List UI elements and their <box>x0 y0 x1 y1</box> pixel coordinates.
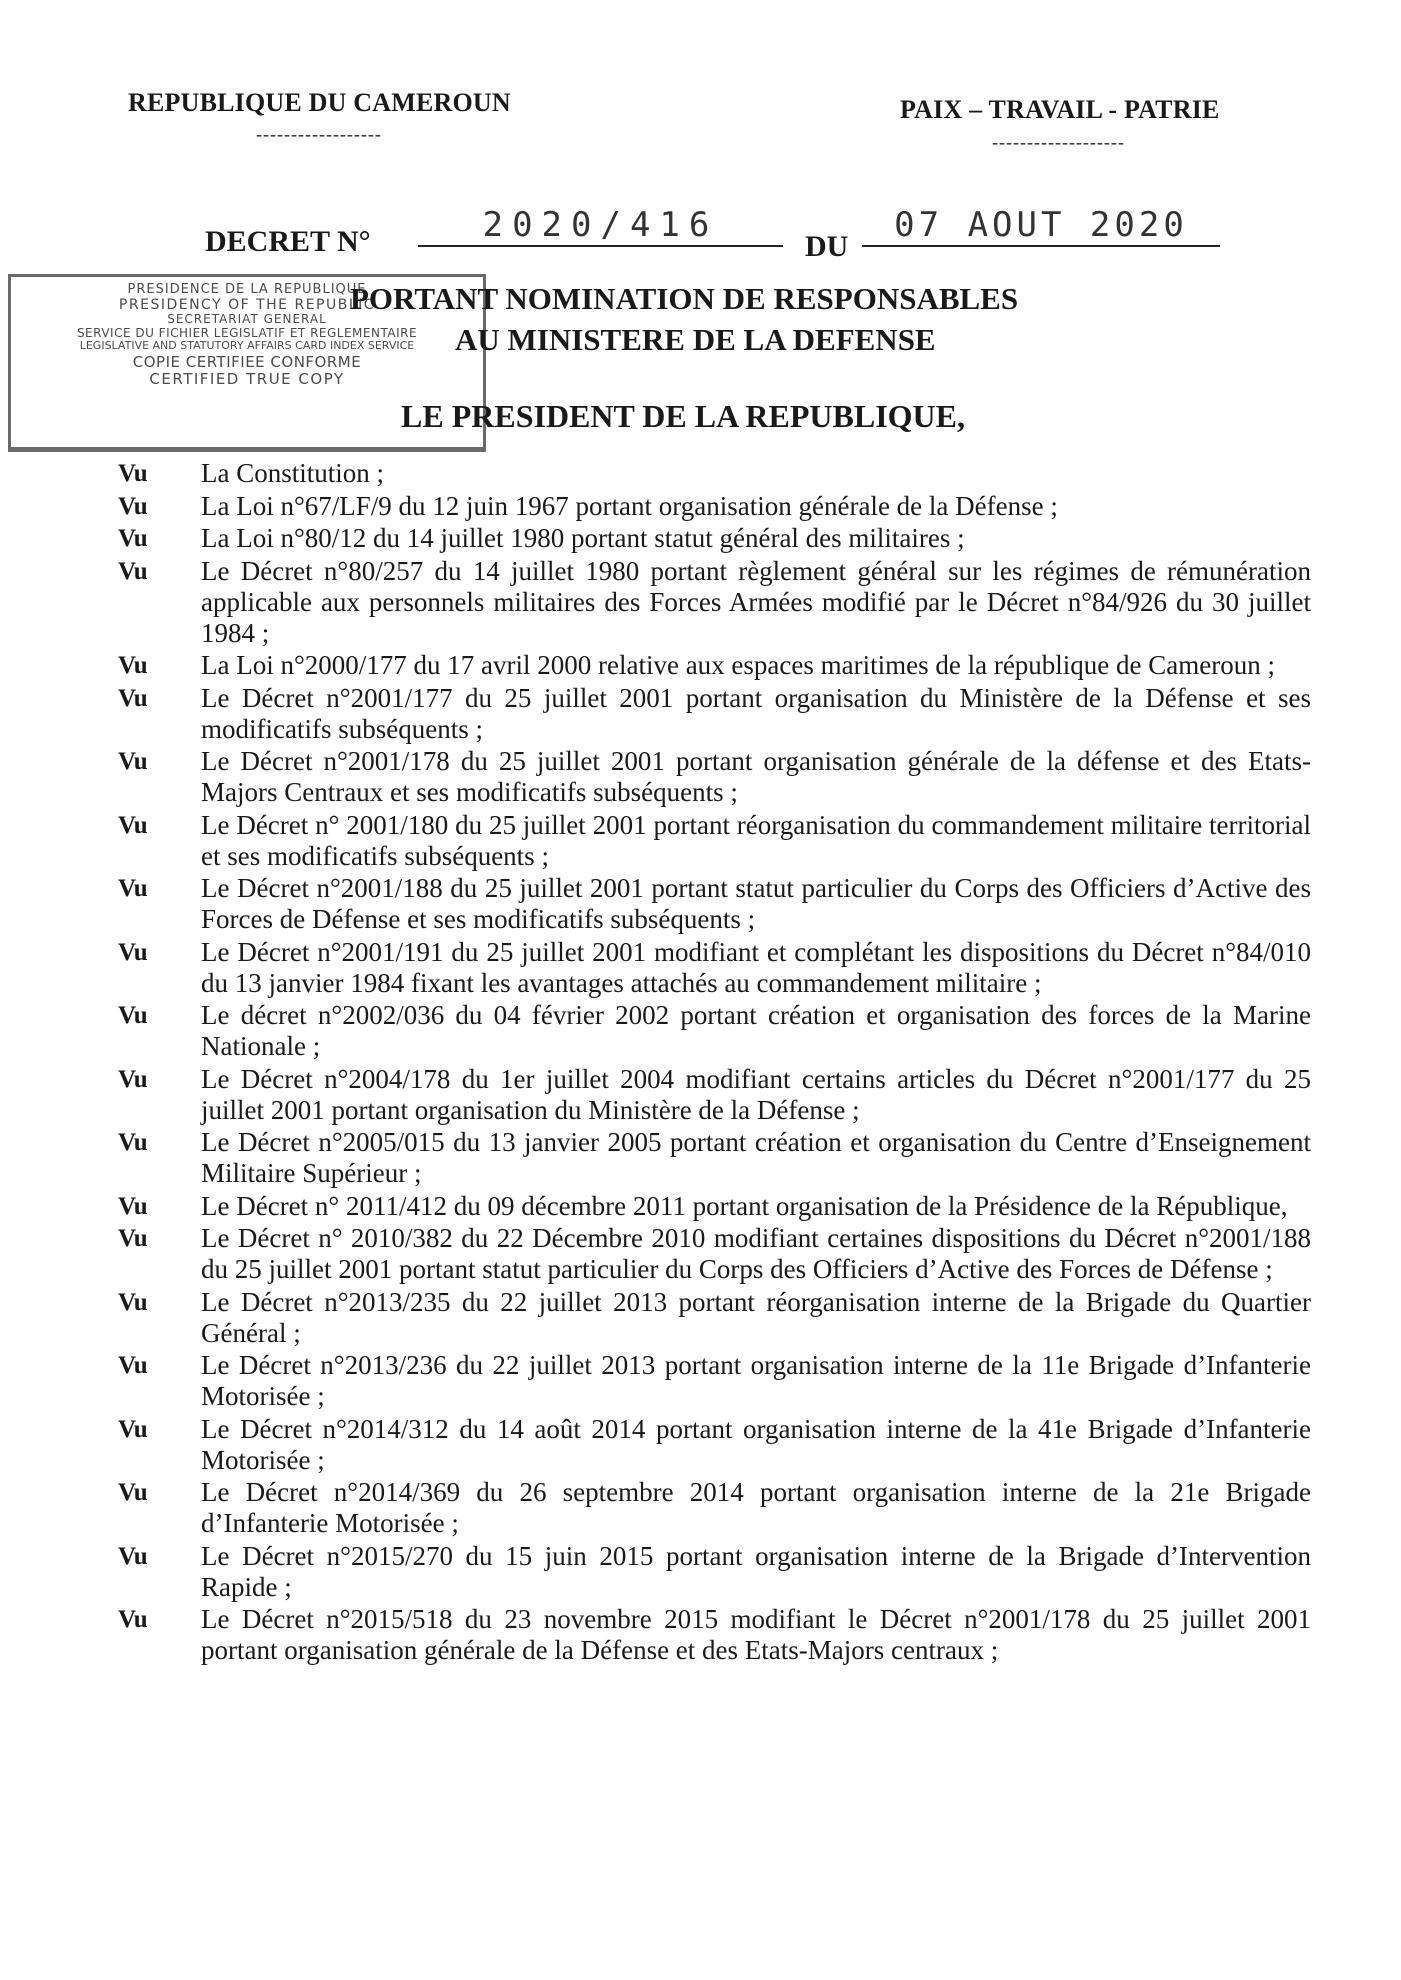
consideration-label: Vu <box>118 1606 148 1633</box>
consideration-label: Vu <box>118 1352 148 1379</box>
consideration-text: La Loi n°67/LF/9 du 12 juin 1967 portant organisation générale de la Défense ; <box>201 490 1058 521</box>
consideration-text: La Constitution ; <box>201 458 385 488</box>
consideration-item <box>0 683 1401 745</box>
consideration-text: Le Décret n° 2011/412 du 09 décembre 2011 portant organisation de la Présidence de la République, <box>201 1190 1288 1221</box>
consideration-label: Vu <box>118 557 148 585</box>
consideration-text: Le Décret n°2005/015 du 13 janvier 2005 portant création et organisation du Centre d’Enseignement Militaire Supérieur ; <box>201 1127 1311 1188</box>
consideration-label: Vu <box>118 460 148 487</box>
consideration-item <box>0 1000 1401 1062</box>
consideration-label: Vu <box>118 1479 148 1506</box>
consideration-item <box>0 523 1401 554</box>
motto-separator: ------------------- <box>992 132 1125 152</box>
consideration-item <box>0 650 1401 681</box>
decree-title-line2: AU MINISTERE DE LA DEFENSE <box>455 322 936 357</box>
consideration-label: Vu <box>118 1129 148 1156</box>
consideration-label: Vu <box>118 1192 148 1220</box>
motto-heading: PAIX – TRAVAIL - PATRIE <box>900 95 1220 124</box>
consideration-label: Vu <box>118 492 148 520</box>
president-line: LE PRESIDENT DE LA REPUBLIQUE, <box>401 398 965 434</box>
decree-du-label: DU <box>805 230 849 263</box>
country-heading: REPUBLIQUE DU CAMEROUN <box>128 88 511 117</box>
consideration-text: Le Décret n°2013/236 du 22 juillet 2013 portant organisation interne de la 11e Brigade d’Infanterie Motorisée ; <box>201 1350 1311 1411</box>
consideration-item <box>0 1350 1401 1412</box>
consideration-text: Le Décret n°2001/177 du 25 juillet 2001 portant organisation du Ministère de la Défense et ses modificatifs subséquents ; <box>201 682 1311 744</box>
consideration-text: Le Décret n°2001/191 du 25 juillet 2001 modifiant et complétant les dispositions du Décret n°84/010 du 13 janvier 1984 fixant les avantages attachés au commandement militaire ; <box>201 936 1311 998</box>
decree-date: 07 AOUT 2020 <box>862 205 1220 247</box>
consideration-label: Vu <box>118 938 148 966</box>
consideration-item <box>0 810 1401 872</box>
decree-number: 2020/416 <box>418 205 783 247</box>
consideration-text: Le Décret n°2015/518 du 23 novembre 2015 modifiant le Décret n°2001/178 du 25 juillet 2001 portant organisation générale de la Défense et des Etats-Majors centraux ; <box>201 1604 1311 1665</box>
consideration-text: Le Décret n°2013/235 du 22 juillet 2013 portant réorganisation interne de la Brigade du Quartier Général ; <box>201 1286 1311 1348</box>
consideration-item <box>0 1541 1401 1603</box>
consideration-item <box>0 1604 1401 1666</box>
stamp-line: LEGISLATIVE AND STATUTORY AFFAIRS CARD INDEX SERVICE <box>79 339 415 353</box>
country-separator: ------------------ <box>256 124 382 144</box>
consideration-text: Le décret n°2002/036 du 04 février 2002 portant création et organisation des forces de la Marine Nationale ; <box>201 1000 1311 1061</box>
consideration-item <box>0 1191 1401 1222</box>
consideration-item <box>0 1064 1401 1126</box>
consideration-text: Le Décret n°2014/312 du 14 août 2014 portant organisation interne de la 41e Brigade d’Infanterie Motorisée ; <box>201 1413 1311 1475</box>
consideration-label: Vu <box>118 1542 148 1570</box>
consideration-item <box>0 746 1401 808</box>
consideration-label: Vu <box>118 652 148 679</box>
consideration-text: Le Décret n°2001/188 du 25 juillet 2001 portant statut particulier du Corps des Officiers d’Active des Forces de Défense et ses modificatifs subséquents ; <box>201 873 1311 934</box>
decree-label: DECRET N° <box>205 225 371 258</box>
stamp-line: COPIE CERTIFIEE CONFORME <box>132 353 362 372</box>
stamp-line: PRESIDENCY OF THE REPUBLIC <box>118 296 376 313</box>
consideration-label: Vu <box>118 1288 148 1316</box>
consideration-item <box>0 1414 1401 1476</box>
consideration-label: Vu <box>118 811 148 839</box>
consideration-label: Vu <box>118 1415 148 1443</box>
consideration-text: Le Décret n° 2010/382 du 22 Décembre 2010 modifiant certaines dispositions du Décret n°2001/188 du 25 juillet 2001 portant statut particulier du Corps des Officiers d’Active des Forces de Défense ; <box>201 1223 1311 1284</box>
consideration-item <box>0 491 1401 522</box>
consideration-label: Vu <box>118 525 148 552</box>
stamp-line: CERTIFIED TRUE COPY <box>149 370 345 389</box>
stamp-line: SERVICE DU FICHIER LEGISLATIF ET REGLEMENTAIRE <box>76 325 418 340</box>
consideration-item <box>0 1477 1401 1539</box>
consideration-text: Le Décret n°2015/270 du 15 juin 2015 portant organisation interne de la Brigade d’Intervention Rapide ; <box>201 1540 1311 1602</box>
consideration-item <box>0 1127 1401 1189</box>
consideration-item <box>0 458 1401 489</box>
consideration-label: Vu <box>118 1225 148 1252</box>
consideration-text: La Loi n°80/12 du 14 juillet 1980 portant statut général des militaires ; <box>201 523 965 553</box>
stamp-line: PRESIDENCE DE LA REPUBLIQUE <box>127 282 367 297</box>
decree-title-line1: PORTANT NOMINATION DE RESPONSABLES <box>350 281 1019 316</box>
consideration-label: Vu <box>118 1065 148 1093</box>
consideration-item <box>0 873 1401 935</box>
consideration-label: Vu <box>118 684 148 712</box>
consideration-item <box>0 937 1401 999</box>
consideration-text: La Loi n°2000/177 du 17 avril 2000 relative aux espaces maritimes de la république de Cameroun ; <box>201 650 1275 680</box>
consideration-label: Vu <box>118 748 148 775</box>
consideration-text: Le Décret n°2004/178 du 1er juillet 2004 modifiant certains articles du Décret n°2001/177 du 25 juillet 2001 portant organisation du Ministère de la Défense ; <box>201 1063 1311 1125</box>
consideration-item <box>0 1223 1401 1285</box>
considerations-list <box>0 458 1401 1666</box>
consideration-item <box>0 556 1401 649</box>
consideration-label: Vu <box>118 875 148 902</box>
consideration-label: Vu <box>118 1002 148 1029</box>
consideration-text: Le Décret n°2001/178 du 25 juillet 2001 portant organisation générale de la défense et des Etats-Majors Centraux et ses modificatifs subséquents ; <box>201 746 1311 807</box>
stamp-line: SECRETARIAT GENERAL <box>167 312 327 327</box>
consideration-item <box>0 1287 1401 1349</box>
consideration-text: Le Décret n° 2001/180 du 25 juillet 2001 portant réorganisation du commandement militaire territorial et ses modificatifs subséquents ; <box>201 809 1311 871</box>
consideration-text: Le Décret n°2014/369 du 26 septembre 2014 portant organisation interne de la 21e Brigade d’Infanterie Motorisée ; <box>201 1477 1311 1538</box>
consideration-text: Le Décret n°80/257 du 14 juillet 1980 portant règlement général sur les régimes de rémunération applicable aux personnels militaires des Forces Armées modifié par le Décret n°84/926 du 30 juillet 1984 ; <box>201 555 1311 648</box>
